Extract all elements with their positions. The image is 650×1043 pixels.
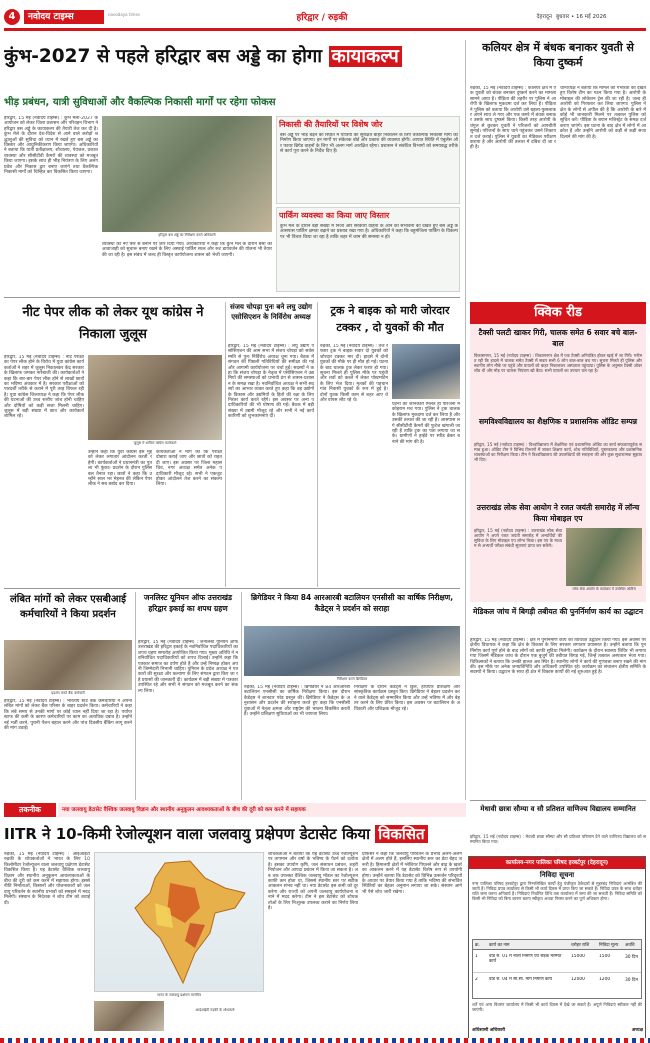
table-row (473, 974, 642, 996)
tender-cell: 1500 (599, 954, 611, 959)
box-parking-body: कुंभ मेले के दौरान बड़ी संख्या में निजी और सरकारी वाहनों के आने की संभावना को देखते हुए बस अड्डे के आसपास पार्किंग क्षमता बढ़ाने का प्रस्ताव रखा गया है। अधिकारियों ने कहा कि बहुमंजिला पार्किंग के विकल्प पर भी विचार किया जा रहा है ताकि शहर में जाम की समस्या न हो। (280, 224, 458, 240)
meritorious-headline: मेधावी छात्रा सौम्या व सौ प्रतिशत वाणिज्य विद्यालय सम्मानित (480, 805, 636, 813)
neet-photo-caption: जुलूस में शामिल कांग्रेस कार्यकर्ता (133, 441, 177, 445)
lead-box-parking (276, 207, 460, 292)
divider-meritorious (470, 800, 646, 801)
tender-cell: वार्ड सं. 01 में नाली निर्माण एवं सड़क मरम्मत कार्य (489, 954, 562, 964)
lead-headline-highlight: कायाकल्प (329, 46, 402, 67)
bottom-strip (0, 1038, 650, 1043)
page-number: 4 (4, 9, 20, 25)
lead-body-col1: हरिद्वार, 15 मई (नवोदय टाइम्स) : कुंभ मेला-2027 के आयोजन को लेकर जिला प्रशासन और परिवहन विभाग ने हरिद्वार बस अड्डे के कायाकल्प की तैयारी तेज कर दी है। कुंभ मेले के दौरान देश-विदेश से आने वाले करोड़ों श्रद्धालुओं की सुविधा को ध्यान में रखते हुए बस अड्डे का विस्तार और आधुनिकीकरण किया जाएगा। अधिकारियों ने बताया कि यात्री प्रतीक्षालय, शौचालय, पेयजल, प्रकाश व्यवस्था और सीसीटीवी कैमरों की व्यवस्था को मजबूत किया जाएगा। इसके साथ ही भीड़ नियंत्रण के लिए अलग प्रवेश और निकास द्वार बनाए जाएंगे तथा वैकल्पिक निकासी मार्गों को चिन्हित कर विकसित किया जाएगा। (4, 116, 98, 176)
quick-read-story2-body: हरिद्वार, 15 मई (नवोदय टाइम्स) : विश्वविद्यालय में शैक्षणिक एवं प्रशासनिक ऑडिट का कार्य सफलतापूर्वक सम्पन्न हुआ। ऑडिट टीम ने विभिन्न विभागों में जाकर शिक्षण कार्य, शोध गतिविधियों, पुस्तकालय और प्रशासनिक व्यवस्थाओं का निरीक्षण किया। टीम ने विश्वविद्यालय की उपलब्धियों की सराहना की और कुछ सुधारात्मक सुझाव भी दिए। (474, 442, 642, 462)
tech-map-caption: भारत के जलवायु प्रक्षेपण मानचित्र (157, 993, 201, 997)
quick-read-photo (566, 528, 642, 586)
lead-photo-caption: हरिद्वार बस अड्डे का निरीक्षण करते अधिकारी (158, 233, 216, 237)
tender-col-1: कार्य का नाम (489, 943, 510, 948)
tender-footer-right: अध्यक्ष (631, 1028, 643, 1033)
lead-photo (102, 116, 272, 232)
tech-person-photo (94, 1001, 164, 1031)
quick-read-story3-title: उत्तराखंड लोक सेवा आयोग ने रजत जयंती समारोह में लॉन्च किया मोबाइल एप (476, 503, 640, 523)
tender-notice (468, 856, 646, 1040)
sbi-headline: लंबित मांगों को लेकर एसबीआई कर्मचारियों ने किया प्रदर्शन (9, 594, 127, 620)
brigadier-photo (244, 626, 460, 676)
quick-read-story1-body: विकासनगर, 15 मई (नवोदय टाइम्स) : विकासनगर क्षेत्र में एक टैक्सी अनियंत्रित होकर खाई में जा गिरी। गनीमत रही कि हादसे में चालक समेत टैक्सी में सवार सभी 6 लोग बाल-बाल बच गए। सूचना मिलते ही पुलिस और स्थानीय लोग मौके पर पहुंचे और घायलों को बाहर निकालकर अस्पताल पहुंचाया। पुलिस के अनुसार टैक्सी ओवरलोड थी और मोड़ पर चालक नियंत्रण खो बैठा। सभी घायलों का उपचार चल रहा है। (474, 353, 642, 373)
quick-read-label: क्विक रीड (470, 302, 646, 324)
brigadier-body-col1: रुड़की, 15 मई (नवोदय टाइम्स) : ब्रिगेडियर ने 84 आरआरबी बटालियन एनसीसी का वार्षिक निरीक्षण किया। इस दौरान कैडेट्स ने शानदार परेड प्रस्तुत की। ब्रिगेडियर ने कैडेट्स के अनुशासन और प्रदर्शन की सराहना करते हुए कहा कि एनसीसी युवाओं में नेतृत्व क्षमता और राष्ट्रप्रेम की भावना विकसित करती है। उन्होंने प्रशिक्षण सुविधाओं का भी जायजा लिया। (244, 685, 350, 718)
tender-cell: 12000 (571, 977, 585, 982)
brigadier-photo-caption: निरीक्षण करते ब्रिगेडियर (336, 677, 368, 681)
tech-map (94, 852, 264, 992)
sanjay-body: हरिद्वार, 15 मई (नवोदय टाइम्स) : लघु उद्योग एसोसिएशन की आम सभा में संजय चोपड़ा को सर्वसम्मति से पुनः निर्विरोध अध्यक्ष चुना गया। बैठक में संगठन की पिछली गतिविधियों की समीक्षा की गई और आगामी कार्ययोजना पर चर्चा हुई। सदस्यों ने कहा कि संजय चोपड़ा के नेतृत्व में एसोसिएशन ने उद्यमियों की समस्याओं को प्रभावी ढंग से शासन-प्रशासन के समक्ष रखा है। नवनिर्वाचित अध्यक्ष ने सभी सदस्यों का आभार व्यक्त करते हुए कहा कि वह उद्योगों के विकास और उद्यमियों के हितों की रक्षा के लिए निरंतर कार्य करते रहेंगे। इस अवसर पर अन्य पदाधिकारियों की भी घोषणा की गई। बैठक में बड़ी संख्या में उद्यमी मौजूद रहे और सभी ने नई कार्यकारिणी को शुभकामनाएं दीं। (228, 344, 314, 420)
tender-title: निविदा सूचना (539, 871, 575, 879)
sbi-body: हरिद्वार, 15 मई (नवोदय टाइम्स) : भारतीय स्टेट बैंक कर्मचारियों ने अपनी लंबित मांगों को लेकर बैंक परिसर के बाहर प्रदर्शन किया। कर्मचारियों ने कहा कि लंबे समय से उनकी मांगों पर कोई ध्यान नहीं दिया जा रहा है। पर्याप्त स्टाफ की कमी के कारण कर्मचारियों पर काम का अत्यधिक दबाव है। उन्होंने नई भर्ती करने, पुरानी पेंशन बहाल करने और पांच दिवसीय बैंकिंग लागू करने की मांग उठाई। (4, 699, 132, 732)
masthead-small: navodaya times (108, 12, 141, 17)
header-rule (4, 28, 646, 31)
neet-body-col2: उन्होंने कहा कि युवा कांग्रेस इस मुद्दे को लेकर लगातार आंदोलन करती रहेगी। कार्यकर्ताओं ने प्रधानमंत्री का पुतला भी फूंका। प्रदर्शन के दौरान पुलिस बल तैनात रहा। छात्रों ने कहा कि उन्होंने साल भर मेहनत की लेकिन पेपर लीक ने सब बर्बाद कर दिया। (88, 450, 152, 488)
lead-headline (4, 42, 460, 72)
header-city: देहरादून (536, 14, 552, 20)
tech-headline (4, 820, 464, 848)
tender-col-0: क्र. (475, 943, 480, 948)
tech-headline-highlight: विकसित (375, 825, 427, 843)
truck-headline: ट्रक ने बाइक को मारी जोरदार टक्कर , दो युवकों की मौत (330, 304, 450, 334)
divider-neet-sanjay (225, 302, 226, 587)
tender-cell: 30 दिन (625, 978, 638, 983)
tech-headline-text: IITR ने 10-किमी रेजोल्यूशन वाला जलवायु प्रक्षेपण डेटासेट किया (4, 825, 376, 843)
column-divider-right (465, 40, 466, 650)
sanjay-headline: संजय चोपड़ा पुनः बने लघु उद्योग एसोसिएशन के निर्विरोध अध्यक्ष (229, 303, 312, 321)
meritorious-body: हरिद्वार, 15 मई (नवोदय टाइम्स) : मेधावी छात्रा सौम्या और सौ प्रतिशत परिणाम देने वाले वाणिज्य विद्यालय को सम्मानित किया गया। (470, 834, 646, 844)
journalist-headline: जनलिस्ट यूनियन ऑफ उत्तराखंड हरिद्वार इकाई का शपथ ग्रहण (143, 593, 233, 613)
tender-cell: 1200 (599, 977, 611, 982)
truck-body-col2: घटना की जानकारी मिलते ही परिजनों में कोहराम मच गया। पुलिस ने ट्रक चालक के खिलाफ मुकदमा दर्ज कर लिया है और उसकी तलाश की जा रही है। आसपास लगे सीसीटीवी कैमरों की फुटेज खंगाली जा रही है ताकि ट्रक का पता लगाया जा सके। ग्रामीणों ने हाईवे पर स्पीड ब्रेकर बनाने की मांग की है। (392, 402, 460, 445)
tender-footer-left: अधिशासी अधिकारी (472, 1028, 506, 1033)
quick-read-photo-caption: लोक सेवा आयोग के कार्यक्रम में उपस्थित अतिथि (572, 587, 636, 591)
table-row (473, 951, 642, 973)
neet-body-col3: कार्यकर्ताओं ने मांग की कि परीक्षा दोबारा कराई जाए और छात्रों को राहत दी जाए। इस अवसर पर जिला महासचिव, नगर अध्यक्ष समेत अनेक पदाधिकारी मौजूद रहे। सभी ने एकजुट होकर आंदोलन तेज करने का संकल्प लिया। (156, 450, 222, 488)
tender-cell: 2 (475, 977, 478, 982)
tender-cell: 1 (475, 954, 478, 959)
sbi-photo (4, 640, 132, 690)
box-nikasi-title: निकासी की तैयारियों पर विशेष जोर (279, 120, 383, 129)
tender-col-4: अवधि (625, 943, 635, 948)
section-title: हरिद्वार / रुड़की (296, 13, 348, 23)
divider-jal-brig (241, 592, 242, 800)
divider-row3 (4, 588, 460, 589)
tender-intro: नगर पालिका परिषद हरबर्टपुर द्वारा निम्नलिखित कार्यों हेतु पंजीकृत ठेकेदारों से मुहरबंद निविदाएं आमंत्रित की जाती हैं। निविदा प्रपत्र कार्यालय से किसी भी कार्य दिवस में प्राप्त किए जा सकते हैं। निविदा प्रपत्र के साथ धरोहर राशि जमा करना अनिवार्य है। निविदाएं निर्धारित तिथि तक कार्यालय में जमा की जा सकती हैं। निविदा समिति को किसी भी निविदा को बिना कारण बताए स्वीकृत अथवा निरस्त करने का पूर्ण अधिकार होगा। (472, 881, 642, 901)
neet-body-col1: हरिद्वार, 15 मई (नवोदय टाइम्स) : नीट परीक्षा का पेपर लीक होने के विरोध में युवा कांग्रेस कार्यकर्ताओं ने शहर में जुलूस निकालकर केंद्र सरकार के खिलाफ जमकर नारेबाजी की। कार्यकर्ताओं ने कहा कि बार-बार पेपर लीक होने से लाखों छात्रों का भविष्य अंधकार में है। सरकार परीक्षाओं को पारदर्शी तरीके से कराने में पूरी तरह विफल रही है। युवा कांग्रेस जिलाध्यक्ष ने कहा कि पेपर लीक की घटनाओं की उच्च स्तरीय जांच होनी चाहिए और दोषियों को कड़ी सजा मिलनी चाहिए। जुलूस में बड़ी संख्या में छात्र और कार्यकर्ता शामिल रहे। (4, 355, 84, 420)
right-lead-body-col1: रुड़की, 15 मई (नवोदय टाइम्स) : कलियर क्षेत्र में एक युवती को बंधक बनाकर दुष्कर्म करने का मामला सामने आया है। पीड़िता की तहरीर पर पुलिस ने आरोपी के खिलाफ मुकदमा दर्ज कर लिया है। पीड़िता ने पुलिस को बताया कि आरोपी उसे बहला-फुसलाकर अपने साथ ले गया और एक कमरे में बंधक बनाकर उसके साथ दुष्कर्म किया। किसी तरह आरोपी के चंगुल से छूटकर युवती ने परिजनों को आपबीती सुनाई। परिजनों के साथ थाने पहुंचकर उसने शिकायत दर्ज कराई। पुलिस ने युवती का मेडिकल परीक्षण कराया है और आरोपी की तलाश में दबिश दी जा रही है। (470, 86, 556, 151)
tender-col-3: निविदा मूल्य (599, 943, 619, 948)
neet-headline: नीट पेपर लीक को लेकर यूथ कांग्रेस ने निकाला जुलूस (22, 305, 204, 342)
lead-subhead: भीड़ प्रबंधन, यात्री सुविधाओं और वैकल्पिक निकासी मार्गों पर रहेगा फोकस (4, 97, 276, 108)
header-date: बुधवार • 16 मई 2026 (556, 14, 607, 20)
tender-cell: 30 दिन (625, 955, 638, 960)
lead-box-nikasi (276, 116, 460, 204)
tech-body-col3: प्रोफेसर ने कहा कि जलवायु परिवर्तन के प्रभाव अलग-अलग क्षेत्रों में अलग होते हैं, इसलिए स्थानीय स्तर का डेटा बेहद जरूरी है। हिमालयी क्षेत्रों में ग्लेशियर पिघलने और बाढ़ के खतरे का आकलन करने में यह डेटासेट विशेष रूप से उपयोगी होगा। उन्होंने बताया कि डेटासेट को विभिन्न उत्सर्जन परिदृश्यों के आधार पर तैयार किया गया है ताकि भविष्य की संभावित स्थितियों का बेहतर अनुमान लगाया जा सके। संस्थान आगे भी ऐसे शोध जारी रखेगा। (362, 852, 462, 895)
divider-row2 (4, 297, 460, 298)
tech-person-caption: आईआईटी रुड़की के शोधकर्ता (195, 1008, 235, 1012)
page-header (0, 0, 650, 40)
truck-photo (392, 344, 460, 399)
tech-body-col1: रुड़की, 15 मई (नवोदय टाइम्स) : आईआईटी रुड़की के शोधकर्ताओं ने भारत के लिए 10 किलोमीटर रेजोल्यूशन वाला जलवायु प्रक्षेपण डेटासेट विकसित किया है। यह डेटासेट वैश्विक जलवायु विज्ञान और स्थानीय अनुकूलन आवश्यकताओं के बीच की दूरी को कम करने में सहायक होगा। इससे नीति निर्माताओं, किसानों और योजनाकारों को जलवायु परिवर्तन के स्थानीय प्रभावों को समझने में मदद मिलेगी। संस्थान के निदेशक ने शोध टीम को बधाई दी। (4, 852, 90, 906)
quick-read-story1-title: टैक्सी पलटी खाकर गिरी, चालक समेत 6 सवार बचे बाल-बाल (478, 328, 638, 348)
tender-table-header (473, 940, 642, 950)
tender-office: कार्यालय-नगर पालिका परिषद हरबर्टपुर (देहरादून) (469, 857, 645, 869)
tech-body-col2: शोधकर्ताओं ने बताया कि यह डेटासेट उच्च रेजोल्यूशन पर तापमान और वर्षा के भविष्य के पैटर्न को दर्शाता है। इसका उपयोग कृषि, जल संसाधन प्रबंधन, शहरी नियोजन और आपदा प्रबंधन में किया जा सकता है। अब तक उपलब्ध वैश्विक जलवायु मॉडल का रेजोल्यूशन काफी कम होता था, जिससे स्थानीय स्तर पर सटीक आकलन संभव नहीं था। नया डेटासेट इस कमी को दूर करेगा और राज्यों को अपनी जलवायु कार्ययोजना बनाने में मदद करेगा। टीम ने इस डेटासेट को शोधकर्ताओं के लिए निःशुल्क उपलब्ध कराने का निर्णय लिया है। (268, 852, 358, 912)
tender-cell: वार्ड सं. 04 में सी.सी. मार्ग निर्माण कार्य (489, 977, 553, 982)
ganga-body: हरिद्वार, 15 मई (नवोदय टाइम्स) : क्षेत्र में पुनर्निर्माण कार्य का विधिवत उद्घाटन किया गया। इस अवसर पर क्षेत्रीय विधायक ने कहा कि क्षेत्र के विकास के लिए सरकार लगातार प्रयासरत है। उन्होंने बताया कि पुनर्निर्माण कार्य पूर्ण होने के बाद लोगों को काफी सुविधा मिलेगी। कार्यक्रम के दौरान स्वास्थ्य शिविर भी लगाया गया जिसमें मेडिकल जांच के दौरान एक बुजुर्ग की तबीयत बिगड़ गई, जिन्हें तत्काल अस्पताल भेजा गया। चिकित्सकों ने बताया कि उनकी हालत अब स्थिर है। स्थानीय लोगों ने कार्य की गुणवत्ता बनाए रखने की मांग की। इस मौके पर अनेक जनप्रतिनिधि और अधिकारी उपस्थित रहे। कार्यक्रम का संचालन क्षेत्रीय समिति के सदस्यों ने किया। उद्घाटन के साथ ही क्षेत्र में विकास कार्यों की नई शुरुआत हुई है। (470, 638, 646, 676)
journalist-body: हरिद्वार, 15 मई (नवोदय टाइम्स) : जर्नलिस्ट यूनियन ऑफ उत्तराखंड की हरिद्वार इकाई के नवनिर्वाचित पदाधिकारियों का शपथ ग्रहण समारोह आयोजित किया गया। मुख्य अतिथि ने नवनिर्वाचित पदाधिकारियों को शपथ दिलाई। उन्होंने कहा कि पत्रकार समाज का दर्पण होते हैं और उन्हें निष्पक्ष होकर अपनी जिम्मेदारी निभानी चाहिए। यूनियन के प्रदेश अध्यक्ष ने पत्रकारों की सुरक्षा और कल्याण के लिए संगठन द्वारा किए जा रहे प्रयासों की जानकारी दी। कार्यक्रम में बड़ी संख्या में पत्रकार उपस्थित रहे और सभी ने संगठन को मजबूत करने का संकल्प लिया। (138, 640, 238, 694)
brigadier-headline: ब्रिगेडियर ने किया 84 आरआरबी बटालियन एनसीसी का वार्षिक निरीक्षण, कैडेट्स ने प्रदर्शन को सराहा (250, 593, 454, 613)
quick-read-story3-body: हरिद्वार, 15 मई (नवोदय टाइम्स) : उत्तराखंड लोक सेवा आयोग ने अपने रजत जयंती समारोह में अभ्यर्थियों की सुविधा के लिए मोबाइल एप लॉन्च किया। इस एप के माध्यम से अभ्यर्थी परीक्षा संबंधी सूचनाएं प्राप्त कर सकेंगे। (474, 528, 562, 548)
box-nikasi-body: बस अड्डे पर भीड़ बढ़ने की स्थिति में यात्रियों को सुरक्षित बाहर निकालने के लिए वैकल्पिक निकासी मार्गों का निर्माण किया जाएगा। इन मार्गों पर संकेतक बोर्ड और प्रकाश की व्यवस्था होगी। आपात स्थिति में एंबुलेंस और फायर ब्रिगेड वाहनों के लिए भी अलग मार्ग आरक्षित रहेगा। प्रशासन ने संबंधित विभागों को समयबद्ध तरीके से कार्य पूरा करने के निर्देश दिए हैं। (280, 133, 458, 155)
divider-sanjay-truck (317, 302, 318, 587)
box-parking-title: पार्किंग व्यवस्था का किया जाए विस्तार (279, 211, 390, 220)
truck-body-col1: रुड़की, 15 मई (नवोदय टाइम्स) : तेज रफ्तार ट्रक ने बाइक सवार दो युवकों को जोरदार टक्कर मार दी। हादसे में दोनों युवकों की मौके पर ही मौत हो गई। घटना के बाद चालक ट्रक लेकर फरार हो गया। सूचना मिलते ही पुलिस मौके पर पहुंची और शवों को कब्जे में लेकर पोस्टमार्टम के लिए भेज दिया। मृतकों की पहचान गांव निवासी युवकों के रूप में हुई है। दोनों युवक किसी काम से शहर आए थे और वापस लौट रहे थे। (320, 344, 388, 404)
lead-body-col2: व्यवस्था को नए सिरे से बनाने पर जोर दिया गया। अधिकारियों ने कहा कि कुंभ मेले के दौरान बसों की आवाजाही को सुचारू बनाए रखने के लिए अस्थाई पार्किंग स्थल और रूट डायवर्जन की योजना भी तैयार की जा रही है। इस संबंध में जल्द ही विस्तृत कार्ययोजना शासन को भेजी जाएगी। (102, 242, 272, 258)
divider-brig-ganga (465, 606, 466, 800)
tender-terms: शर्तें एवं अन्य विवरण कार्यालय में किसी भी कार्य दिवस में देखे जा सकते हैं। अपूर्ण निविदाएं स्वीकार नहीं की जाएंगी। (472, 1002, 642, 1012)
right-lead-headline: कलियर क्षेत्र में बंधक बनाकर युवती से किया दुष्कर्म (482, 41, 634, 69)
india-map-graphic (95, 853, 264, 992)
tender-cell: 15000 (571, 954, 585, 959)
masthead: नवोदय टाइम्स (24, 10, 104, 24)
right-lead-body-col2: थानाध्यक्ष ने बताया कि मामले की गंभीरता को देखते हुए विशेष टीम का गठन किया गया है। आरोपी के मोबाइल की लोकेशन ट्रेस की जा रही है। जल्द ही आरोपी को गिरफ्तार कर लिया जाएगा। पुलिस ने क्षेत्र के लोगों से अपील की है कि आरोपी के बारे में कोई भी जानकारी मिलने पर तत्काल पुलिस को सूचित करें। पीड़िता के बयान मजिस्ट्रेट के समक्ष दर्ज कराए जाएंगे। इस घटना के बाद क्षेत्र में लोगों में आक्रोश है और उन्होंने आरोपी को कड़ी से कड़ी सजा दिलाने की मांग की है। (560, 86, 646, 140)
tech-ticker: नया जलवायु डेटासेट वैश्विक जलवायु विज्ञान और स्थानीय अनुकूलन आवश्यकताओं के बीच की दूरी को कम करने में सहायक (58, 803, 466, 817)
tender-table (472, 939, 642, 999)
ganga-headline: मेडिकल जांच में बिगड़ी तबीयत की पुनर्निर्माण कार्य का उद्घाटन (472, 607, 644, 616)
sbi-photo-caption: प्रदर्शन करते बैंक कर्मचारी (51, 691, 85, 695)
quick-read-box (470, 302, 646, 602)
neet-photo (88, 355, 222, 440)
tender-col-2: धरोहर राशि (571, 943, 590, 948)
brigadier-body-col2: निरीक्षण के दौरान कैडेट्स ने ड्रिल, हथियार प्रशिक्षण और सांस्कृतिक कार्यक्रम प्रस्तुत किए। ब्रिगेडियर ने बेहतर प्रदर्शन करने वाले कैडेट्स को सम्मानित किया और उन्हें भविष्य में और बेहतर करने के लिए प्रेरित किया। इस अवसर पर बटालियन के अधिकारी और प्रशिक्षक मौजूद रहे। (354, 685, 460, 712)
divider-sbi-jal (135, 592, 136, 800)
lead-headline-text: कुंभ-2027 से पहले हरिद्वार बस अड्डे का होगा (4, 46, 329, 67)
tech-label: तकनीक (4, 803, 56, 817)
quick-read-story2-title: समविश्वविद्यालय का शैक्षणिक व प्रशासनिक ऑडिट सम्पन्न (478, 417, 638, 426)
